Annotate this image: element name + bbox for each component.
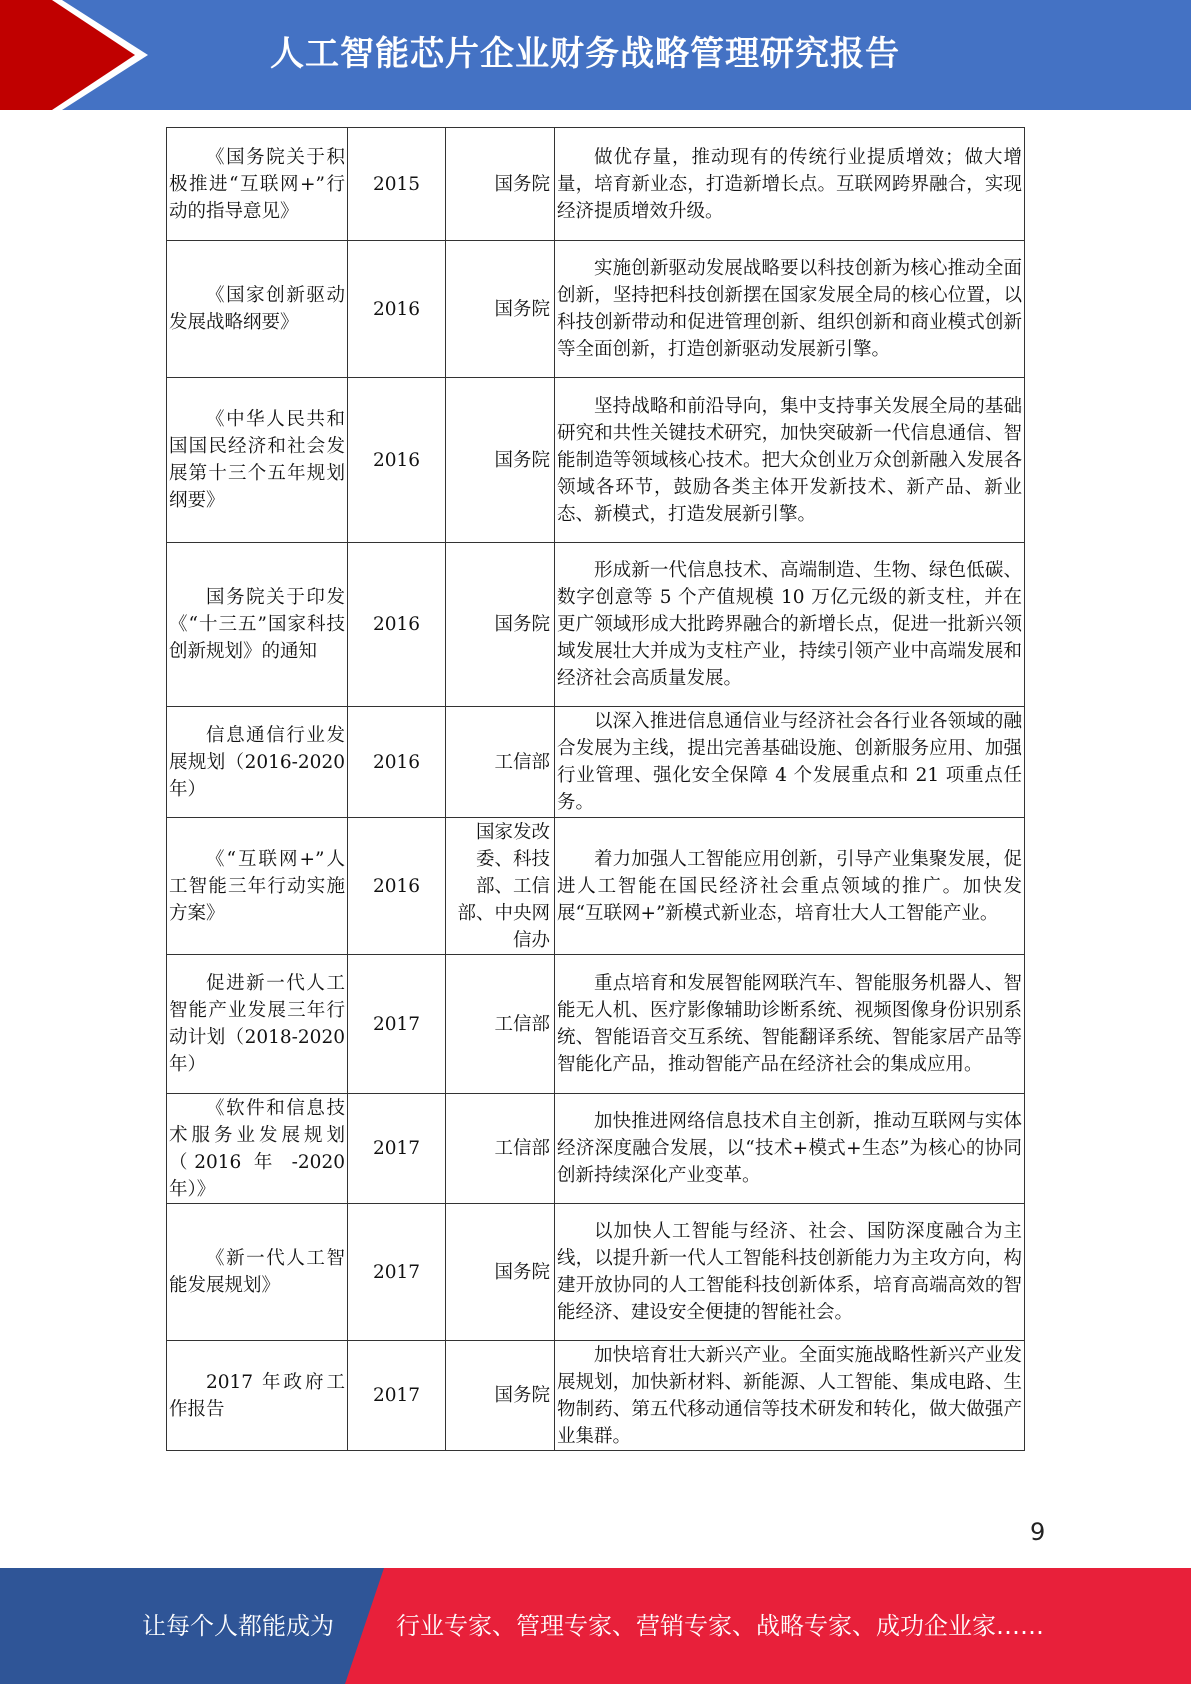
header-band (0, 0, 1191, 110)
policy-desc-cell: 做优存量，推动现有的传统行业提质增效；做大增量，培育新业态，打造新增长点。互联网跨界融合，实现经济提质增效升级。 (555, 128, 1025, 241)
policy-name-cell: 《软件和信息技术服务业发展规划（2016 年 -2020 年）》 (167, 1094, 348, 1204)
policy-desc-cell: 以加快人工智能与经济、社会、国防深度融合为主线，以提升新一代人工智能科技创新能力为主攻方向，构建开放协同的人工智能科技创新体系，培育高端高效的智能经济、建设安全便捷的智能社会。 (555, 1204, 1025, 1341)
policy-table (166, 127, 1025, 1451)
policy-dept-cell: 国务院 (446, 1204, 555, 1341)
policy-year-cell: 2016 (348, 818, 446, 955)
policy-name-cell: 促进新一代人工智能产业发展三年行动计划（2018-2020 年） (167, 955, 348, 1094)
policy-dept-cell: 工信部 (446, 707, 555, 818)
policy-name-cell: 信息通信行业发展规划（2016-2020 年） (167, 707, 348, 818)
table-row (167, 955, 1025, 1094)
page-number: 9 (1030, 1518, 1046, 1546)
policy-name-cell: 《中华人民共和国国民经济和社会发展第十三个五年规划纲要》 (167, 378, 348, 543)
policy-year-cell: 2017 (348, 1204, 446, 1341)
table-row (167, 818, 1025, 955)
table-row (167, 128, 1025, 241)
table-row (167, 1341, 1025, 1451)
policy-desc-cell: 以深入推进信息通信业与经济社会各行业各领域的融合发展为主线，提出完善基础设施、创新服务应用、加强行业管理、强化安全保障 4 个发展重点和 21 项重点任务。 (555, 707, 1025, 818)
policy-dept-cell: 工信部 (446, 1094, 555, 1204)
footer-band (0, 1568, 1191, 1684)
policy-year-cell: 2017 (348, 1341, 446, 1451)
footer-slogan-left: 让每个人都能成为 (142, 1612, 334, 1640)
policy-year-cell: 2017 (348, 1094, 446, 1204)
policy-year-cell: 2017 (348, 955, 446, 1094)
policy-desc-cell: 加快培育壮大新兴产业。全面实施战略性新兴产业发展规划，加快新材料、新能源、人工智能、集成电路、生物制药、第五代移动通信等技术研发和转化，做大做强产业集群。 (555, 1341, 1025, 1451)
table-row (167, 378, 1025, 543)
table-row (167, 543, 1025, 707)
policy-year-cell: 2016 (348, 378, 446, 543)
policy-name-cell: 《国家创新驱动发展战略纲要》 (167, 241, 348, 378)
policy-year-cell: 2016 (348, 543, 446, 707)
policy-desc-cell: 实施创新驱动发展战略要以科技创新为核心推动全面创新，坚持把科技创新摆在国家发展全局的核心位置，以科技创新带动和促进管理创新、组织创新和商业模式创新等全面创新，打造创新驱动发展新引擎。 (555, 241, 1025, 378)
policy-name-cell: 《国务院关于积极推进“互联网+”行动的指导意见》 (167, 128, 348, 241)
header-arrow-icon (0, 0, 150, 110)
policy-desc-cell: 加快推进网络信息技术自主创新，推动互联网与实体经济深度融合发展，以“技术+模式+生态”为核心的协同创新持续深化产业变革。 (555, 1094, 1025, 1204)
policy-dept-cell: 国务院 (446, 241, 555, 378)
policy-dept-cell: 国务院 (446, 1341, 555, 1451)
page-title: 人工智能芯片企业财务战略管理研究报告 (270, 34, 900, 74)
policy-name-cell: 《“互联网+”人工智能三年行动实施方案》 (167, 818, 348, 955)
policy-name-cell: 2017 年政府工作报告 (167, 1341, 348, 1451)
footer-slogan-right: 行业专家、管理专家、营销专家、战略专家、成功企业家…… (396, 1612, 1044, 1640)
table-row (167, 1094, 1025, 1204)
policy-name-cell: 《新一代人工智能发展规划》 (167, 1204, 348, 1341)
table-row (167, 241, 1025, 378)
policy-year-cell: 2016 (348, 241, 446, 378)
policy-dept-cell: 国务院 (446, 128, 555, 241)
policy-dept-cell: 国家发改委、科技部、工信部、中央网信办 (446, 818, 555, 955)
policy-year-cell: 2016 (348, 707, 446, 818)
policy-desc-cell: 坚持战略和前沿导向，集中支持事关发展全局的基础研究和共性关键技术研究，加快突破新一代信息通信、智能制造等领域核心技术。把大众创业万众创新融入发展各领域各环节，鼓励各类主体开发新技术、新产品、新业态、新模式，打造发展新引擎。 (555, 378, 1025, 543)
policy-desc-cell: 重点培育和发展智能网联汽车、智能服务机器人、智能无人机、医疗影像辅助诊断系统、视频图像身份识别系统、智能语音交互系统、智能翻译系统、智能家居产品等智能化产品，推动智能产品在经济社会的集成应用。 (555, 955, 1025, 1094)
policy-desc-cell: 着力加强人工智能应用创新，引导产业集聚发展，促进人工智能在国民经济社会重点领域的推广。加快发展“互联网+”新模式新业态，培育壮大人工智能产业。 (555, 818, 1025, 955)
table-row (167, 707, 1025, 818)
policy-dept-cell: 国务院 (446, 543, 555, 707)
policy-desc-cell: 形成新一代信息技术、高端制造、生物、绿色低碳、数字创意等 5 个产值规模 10 万亿元级的新支柱，并在更广领域形成大批跨界融合的新增长点，促进一批新兴领域发展壮大并成为支柱产业，持续引领产业中高端发展和经济社会高质量发展。 (555, 543, 1025, 707)
table-row (167, 1204, 1025, 1341)
policy-dept-cell: 国务院 (446, 378, 555, 543)
policy-dept-cell: 工信部 (446, 955, 555, 1094)
policy-year-cell: 2015 (348, 128, 446, 241)
policy-name-cell: 国务院关于印发《“十三五”国家科技创新规划》的通知 (167, 543, 348, 707)
